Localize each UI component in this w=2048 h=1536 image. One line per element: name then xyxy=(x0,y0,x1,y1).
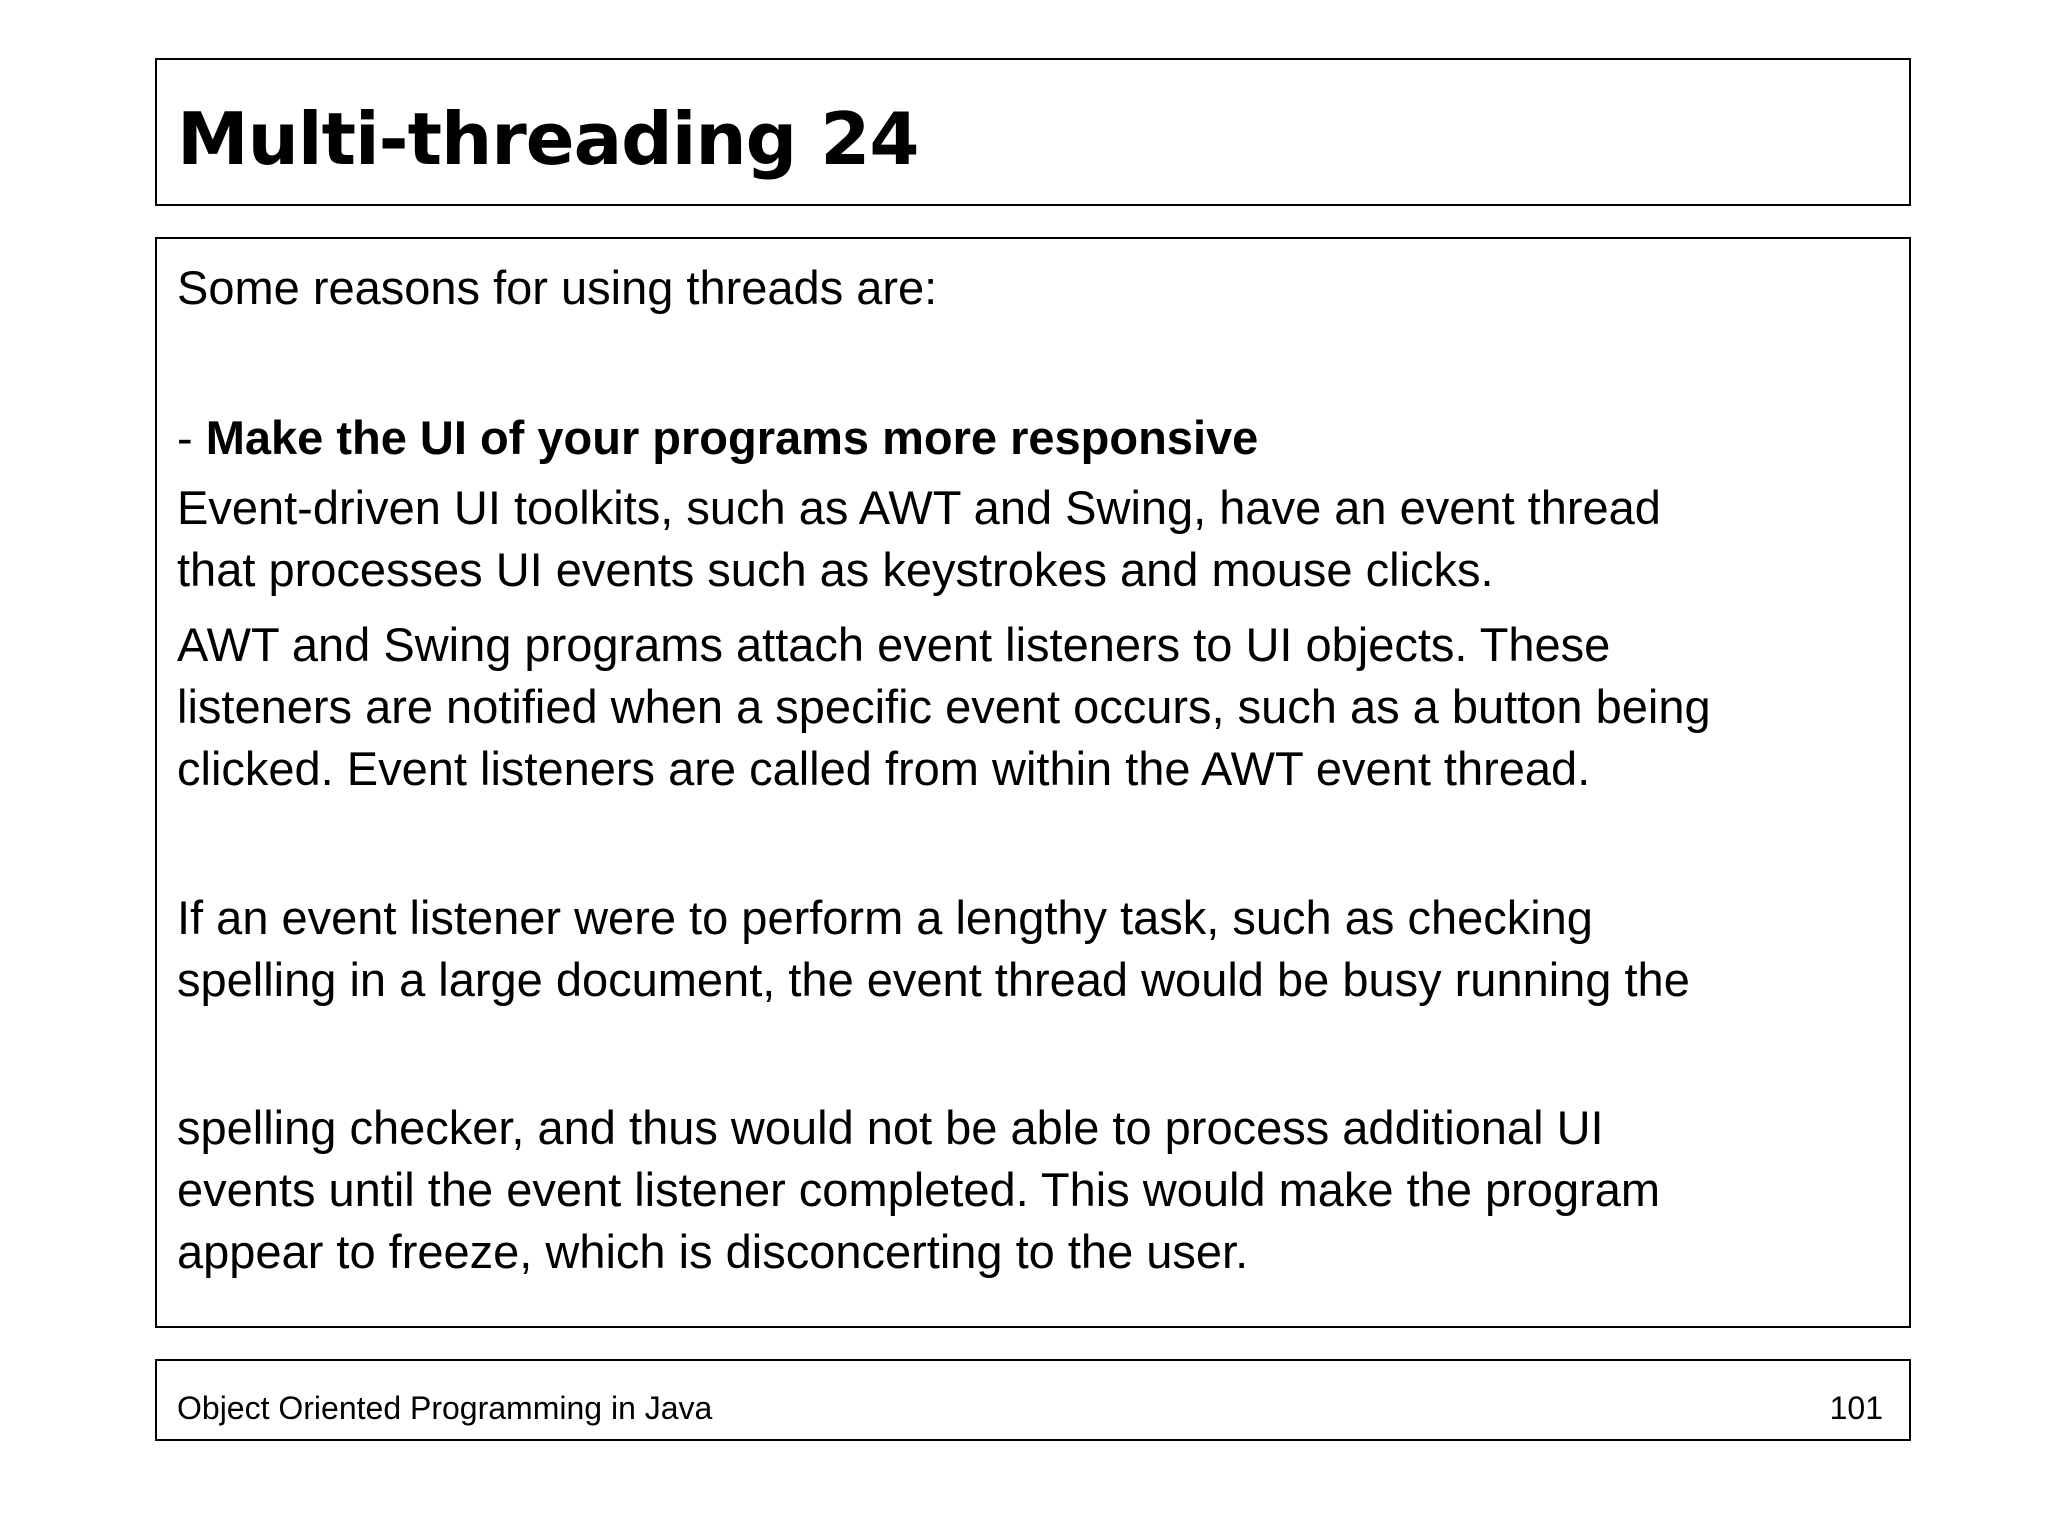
paragraph-line: events until the event listener completed. This would make the program xyxy=(177,1163,1661,1216)
paragraph-line: Event-driven UI toolkits, such as AWT and Swing, have an event thread xyxy=(177,481,1661,534)
paragraph-line: appear to freeze, which is disconcerting to the user. xyxy=(177,1225,1249,1278)
title-frame xyxy=(155,58,1911,206)
paragraph-line: spelling checker, and thus would not be able to process additional UI xyxy=(177,1101,1604,1154)
paragraph-line: that processes UI events such as keystrokes and mouse clicks. xyxy=(177,543,1494,596)
paragraph-line: listeners are notified when a specific event occurs, such as a button being xyxy=(177,680,1711,733)
paragraph-line: AWT and Swing programs attach event listeners to UI objects. These xyxy=(177,618,1611,671)
paragraph-line: clicked. Event listeners are called from within the AWT event thread. xyxy=(177,742,1591,795)
page-title: Multi-threading 24 xyxy=(177,97,919,181)
footer-frame xyxy=(155,1359,1911,1441)
bullet-heading-text: Make the UI of your programs more responsive xyxy=(205,411,1259,464)
intro-text: Some reasons for using threads are: xyxy=(177,261,938,314)
bullet-dash: - xyxy=(177,411,206,464)
paragraph-line: spelling in a large document, the event thread would be busy running the xyxy=(177,953,1690,1006)
footer-course-title: Object Oriented Programming in Java xyxy=(177,1390,713,1426)
bullet-heading xyxy=(177,407,1258,469)
content-frame xyxy=(155,237,1911,1328)
paragraph-line: If an event listener were to perform a lengthy task, such as checking xyxy=(177,891,1593,944)
page-number: 101 xyxy=(1829,1390,1883,1426)
